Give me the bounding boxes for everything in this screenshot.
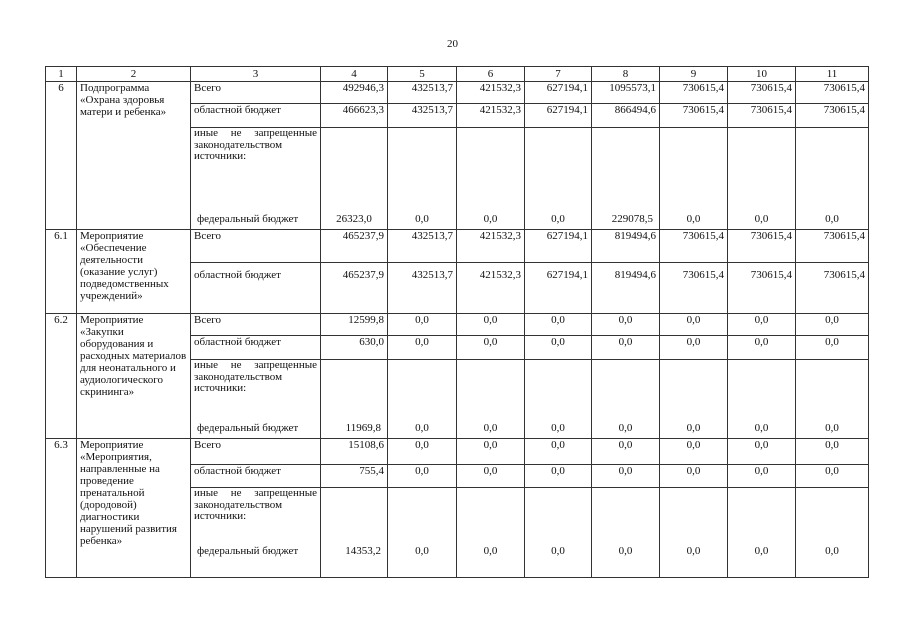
table-cell: 0,0 (525, 336, 592, 360)
table-cell: 0,0 (388, 336, 457, 360)
row-name: Мероприятие «Обеспечение деятельности (оказание услуг) подведомственных учреждений» (77, 230, 191, 314)
cell-value: 0,0 (415, 545, 429, 557)
cell-value: 0,0 (825, 213, 839, 225)
table-cell: 0,0 (796, 439, 869, 465)
row-name: Мероприятие «Закупки оборудования и расходных материалов для неонатального и аудиологического скрининга» (77, 314, 191, 439)
table-cell (525, 128, 592, 230)
table-cell: 0,0 (728, 336, 796, 360)
source-cell (191, 128, 321, 230)
table-cell (321, 128, 388, 230)
cell-value: 0,0 (483, 422, 498, 434)
page-number: 20 (447, 38, 458, 50)
table-cell: 730615,4 (796, 82, 869, 104)
table-cell: 819494,6 (592, 263, 660, 314)
cell-value: 0,0 (825, 545, 839, 557)
table-cell (660, 128, 728, 230)
source-label: областной бюджет (191, 104, 321, 128)
table-cell: 866494,6 (592, 104, 660, 128)
table-cell: 0,0 (525, 439, 592, 465)
table-cell: 730615,4 (796, 230, 869, 263)
table-cell (592, 360, 660, 439)
table-cell: 0,0 (796, 336, 869, 360)
table-cell (321, 360, 388, 439)
table-cell: 730615,4 (728, 230, 796, 263)
col-header: 2 (77, 67, 191, 82)
table-cell (525, 360, 592, 439)
table-cell: 819494,6 (592, 230, 660, 263)
row-number: 6.3 (46, 439, 77, 578)
table-cell: 0,0 (388, 465, 457, 488)
table-cell: 730615,4 (796, 263, 869, 314)
cell-value: 0,0 (686, 545, 701, 557)
table-cell: 0,0 (796, 314, 869, 336)
source-label: областной бюджет (191, 465, 321, 488)
table-cell: 0,0 (660, 439, 728, 465)
table-cell (321, 488, 388, 578)
table-cell (388, 488, 457, 578)
cell-value: 0,0 (483, 213, 498, 225)
table-cell: 0,0 (592, 439, 660, 465)
source-label: Всего (191, 82, 321, 104)
table-cell: 0,0 (796, 465, 869, 488)
table-row (46, 439, 869, 465)
row-number: 6.1 (46, 230, 77, 314)
table-cell: 0,0 (457, 336, 525, 360)
col-header: 9 (660, 67, 728, 82)
table-cell: 627194,1 (525, 263, 592, 314)
cell-value: 0,0 (825, 422, 839, 434)
table-cell: 730615,4 (728, 82, 796, 104)
row-number: 6.2 (46, 314, 77, 439)
table-cell: 12599,8 (321, 314, 388, 336)
table-cell: 466623,3 (321, 104, 388, 128)
table-cell (388, 128, 457, 230)
table-cell (728, 360, 796, 439)
cell-value: 229078,5 (611, 213, 653, 225)
source-label: областной бюджет (191, 336, 321, 360)
table-cell: 0,0 (660, 336, 728, 360)
col-header: 6 (457, 67, 525, 82)
col-header: 10 (728, 67, 796, 82)
table-cell: 0,0 (457, 439, 525, 465)
table-cell: 627194,1 (525, 104, 592, 128)
col-header: 11 (796, 67, 869, 82)
table-cell: 1095573,1 (592, 82, 660, 104)
table-row (46, 314, 869, 336)
table-cell: 421532,3 (457, 263, 525, 314)
col-header: 8 (592, 67, 660, 82)
other-sources-label: иные не запрещенные законодательством источники: (194, 487, 317, 522)
table-cell: 0,0 (457, 465, 525, 488)
table-cell: 465237,9 (321, 263, 388, 314)
table-cell: 15108,6 (321, 439, 388, 465)
table-cell: 755,4 (321, 465, 388, 488)
table-cell: 492946,3 (321, 82, 388, 104)
table-cell: 465237,9 (321, 230, 388, 263)
table-row (46, 230, 869, 263)
table-cell (796, 488, 869, 578)
table-cell: 730615,4 (728, 104, 796, 128)
table-cell: 730615,4 (728, 263, 796, 314)
table-cell: 432513,7 (388, 230, 457, 263)
cell-value: 0,0 (483, 545, 498, 557)
source-label: областной бюджет (191, 263, 321, 314)
cell-value: 14353,2 (345, 545, 381, 557)
cell-value: 0,0 (551, 213, 565, 225)
source-cell (191, 360, 321, 439)
cell-value: 0,0 (754, 422, 769, 434)
col-header: 7 (525, 67, 592, 82)
table-cell (660, 488, 728, 578)
table-cell (592, 488, 660, 578)
table-cell (457, 128, 525, 230)
cell-value: 0,0 (618, 545, 633, 557)
table-cell: 0,0 (660, 314, 728, 336)
table-cell (728, 488, 796, 578)
table-cell: 0,0 (592, 465, 660, 488)
cell-value: 0,0 (686, 213, 701, 225)
source-label: федеральный бюджет (197, 213, 299, 225)
table-cell: 0,0 (525, 465, 592, 488)
table-cell: 0,0 (592, 314, 660, 336)
table-cell: 0,0 (728, 439, 796, 465)
table-cell: 0,0 (388, 439, 457, 465)
table-cell: 630,0 (321, 336, 388, 360)
cell-value: 0,0 (551, 422, 565, 434)
table-cell: 730615,4 (796, 104, 869, 128)
table-cell: 0,0 (388, 314, 457, 336)
table-cell: 421532,3 (457, 230, 525, 263)
table-cell: 432513,7 (388, 263, 457, 314)
cell-value: 0,0 (415, 422, 429, 434)
table-cell: 730615,4 (660, 230, 728, 263)
table-cell: 0,0 (660, 465, 728, 488)
table-cell (388, 360, 457, 439)
table-cell: 730615,4 (660, 82, 728, 104)
table-cell: 0,0 (525, 314, 592, 336)
col-header: 1 (46, 67, 77, 82)
cell-value: 0,0 (754, 213, 769, 225)
table-cell: 0,0 (592, 336, 660, 360)
table-cell (796, 128, 869, 230)
table-cell: 0,0 (728, 314, 796, 336)
budget-table (45, 66, 869, 578)
table-cell (457, 488, 525, 578)
table-cell (660, 360, 728, 439)
source-cell (191, 488, 321, 578)
source-label: федеральный бюджет (197, 422, 299, 434)
cell-value: 0,0 (686, 422, 701, 434)
table-cell (796, 360, 869, 439)
table-cell: 627194,1 (525, 82, 592, 104)
table-cell: 0,0 (728, 465, 796, 488)
table-cell: 432513,7 (388, 104, 457, 128)
table-cell: 421532,3 (457, 82, 525, 104)
table-cell: 0,0 (457, 314, 525, 336)
table-cell: 627194,1 (525, 230, 592, 263)
col-header: 5 (388, 67, 457, 82)
cell-value: 26323,0 (336, 213, 372, 225)
table-cell (592, 128, 660, 230)
header-row (46, 67, 869, 82)
other-sources-label: иные не запрещенные законодательством источники: (194, 359, 317, 394)
source-label: Всего (191, 314, 321, 336)
cell-value: 0,0 (754, 545, 769, 557)
cell-value: 11969,8 (345, 422, 381, 434)
col-header: 3 (191, 67, 321, 82)
source-label: федеральный бюджет (197, 545, 299, 557)
table-cell: 432513,7 (388, 82, 457, 104)
cell-value: 0,0 (551, 545, 565, 557)
table-cell (728, 128, 796, 230)
table-cell (457, 360, 525, 439)
source-label: Всего (191, 230, 321, 263)
row-number: 6 (46, 82, 77, 230)
cell-value: 0,0 (618, 422, 633, 434)
table-cell: 730615,4 (660, 104, 728, 128)
table-cell: 730615,4 (660, 263, 728, 314)
table-row (46, 82, 869, 104)
other-sources-label: иные не запрещенные законодательством источники: (194, 127, 317, 162)
table-cell: 421532,3 (457, 104, 525, 128)
source-label: Всего (191, 439, 321, 465)
cell-value: 0,0 (415, 213, 429, 225)
col-header: 4 (321, 67, 388, 82)
row-name: Подпрограмма «Охрана здоровья матери и ребенка» (77, 82, 191, 230)
table-cell (525, 488, 592, 578)
row-name: Мероприятие «Мероприятия, направленные на проведение пренатальной (дородовой) диагностики нарушений развития ребенка» (77, 439, 191, 578)
